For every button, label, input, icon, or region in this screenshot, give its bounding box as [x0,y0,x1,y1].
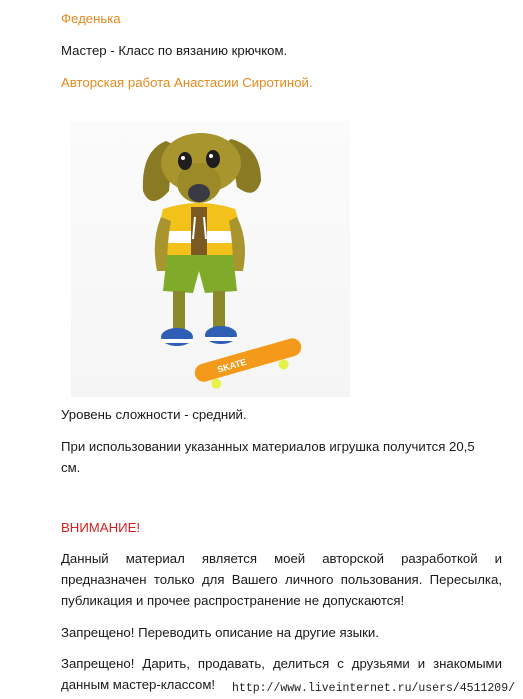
right-eye [206,150,220,168]
document-subtitle: Мастер - Класс по вязанию крючком. [61,43,288,58]
left-eye [178,152,192,170]
toy-dog-photo [71,121,350,397]
right-sneaker [205,326,237,344]
difficulty-level: Уровень сложности - средний. [61,407,247,422]
skateboard-label: SKATE [216,356,248,375]
paragraph-1 [61,550,502,609]
forbid-2-line-2: данным мастер-классом! [61,677,216,692]
paragraph-1-line-1: Данный материал является моей авторской разработкой и [61,551,502,566]
paragraph-1-line-3: публикация и прочее распространение не допускаются! [61,593,405,608]
document-title: Феденька [61,11,121,26]
left-sneaker [161,328,193,346]
left-leg [173,291,185,331]
right-leg [213,291,225,331]
author-line: Авторская работа Анастасии Сиротиной. [61,75,313,90]
nose [188,184,210,202]
attention-heading: ВНИМАНИЕ! [61,520,141,535]
forbid-line-1: Запрещено! Переводить описание на другие языки. [61,625,379,640]
shorts [163,255,237,293]
forbid-2-line-1: Запрещено! Дарить, продавать, делиться с друзьями и знакомыми [61,656,502,671]
paragraph-1-line-2: предназначен только для Вашего личного пользования. Пересылка, [61,572,502,587]
size-line-2: см. [61,460,81,475]
skateboard [193,336,306,393]
source-watermark: http://www.liveinternet.ru/users/4511209/ [232,682,515,695]
size-line-1: При использовании указанных материалов игрушка получится 20,5 [61,439,475,454]
